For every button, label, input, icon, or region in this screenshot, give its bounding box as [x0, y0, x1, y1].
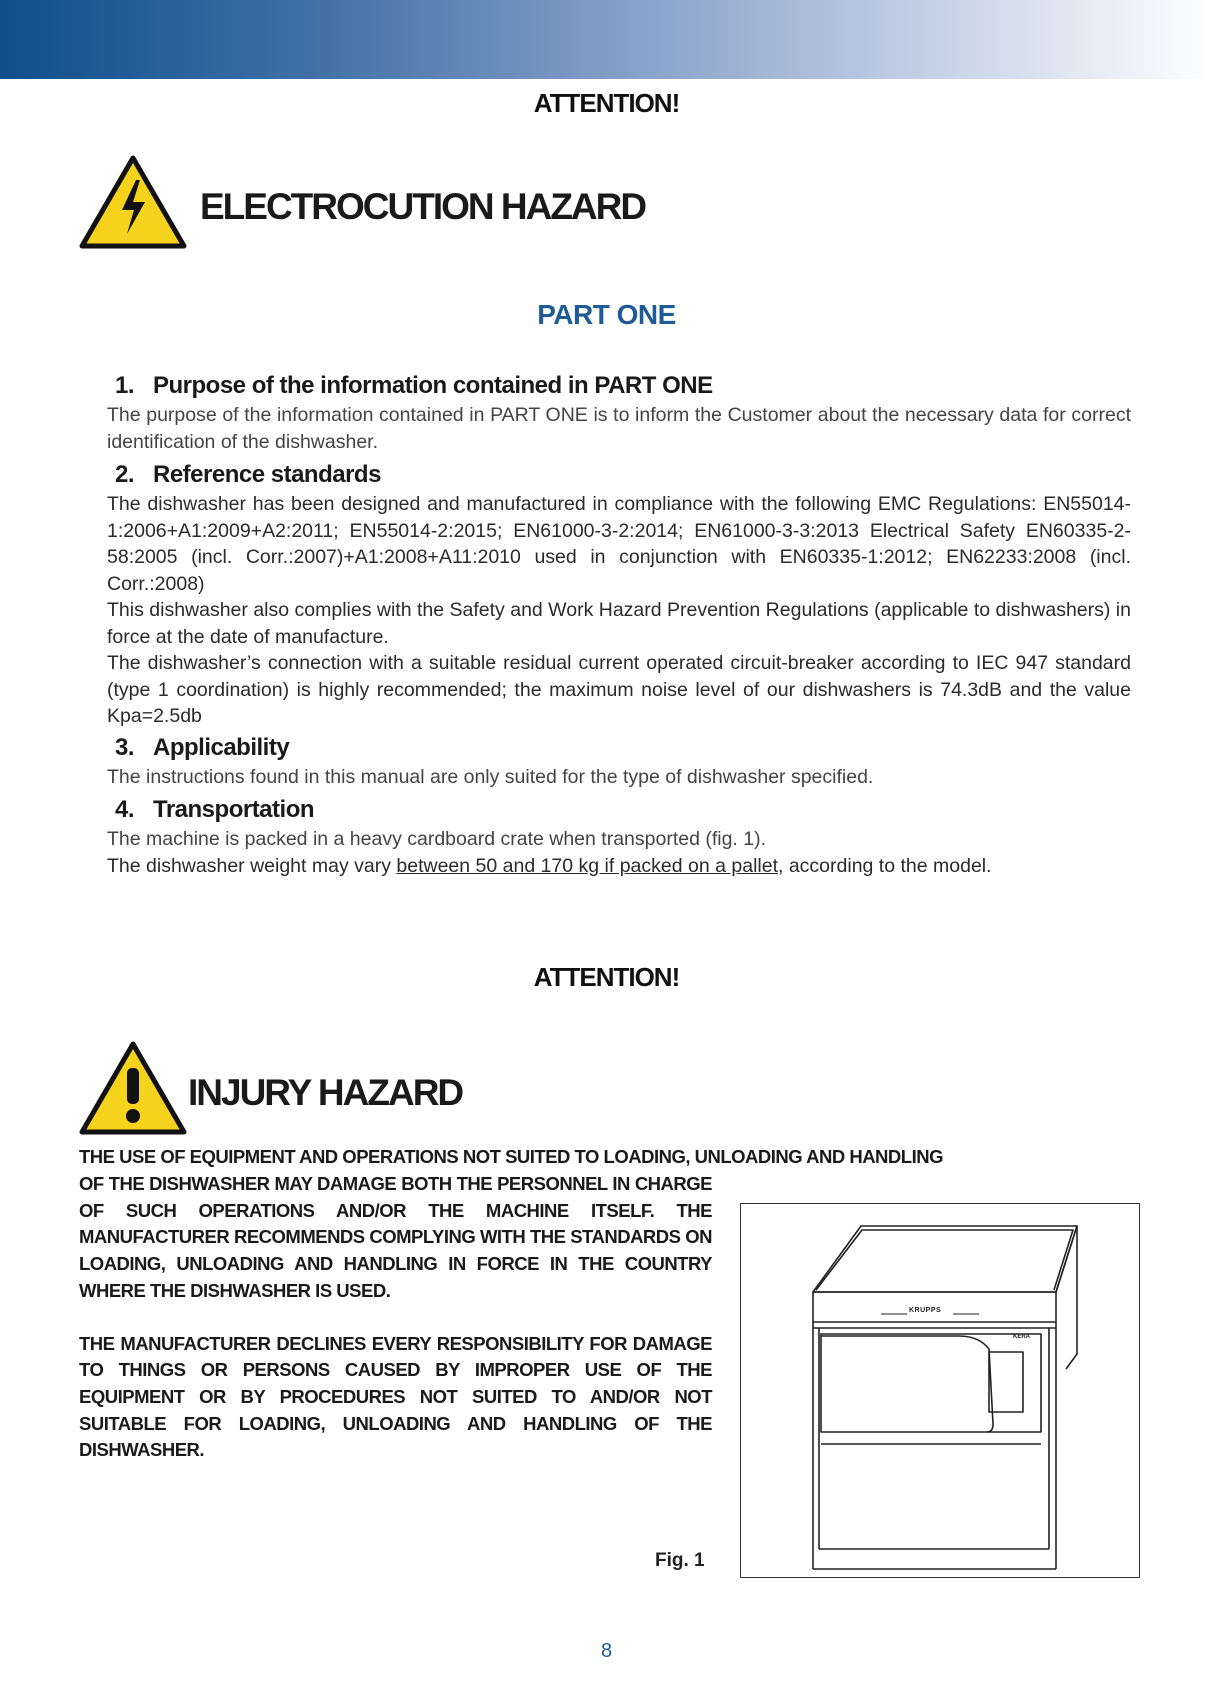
- injury-hazard-title: INJURY HAZARD: [188, 1072, 463, 1113]
- injury-paragraph-1: OF THE DISHWASHER MAY DAMAGE BOTH THE PERSONNEL IN CHARGE OF SUCH OPERATIONS AND/OR THE MACHINE ITSELF. THE MANUFACTURER RECOMMENDS COMPLYING WITH THE STANDARDS ON LOADING, UNLOADING AND HANDLING IN FORCE IN THE COUNTRY WHERE THE DISHWASHER IS USED.: [79, 1173, 712, 1301]
- figure-1-box: [740, 1203, 1140, 1578]
- sections-body: [107, 372, 1131, 879]
- brand-label: KRUPPS: [909, 1307, 942, 1314]
- section-heading: 1. Purpose of the information contained in PART ONE: [115, 372, 713, 399]
- section-heading: 2. Reference standards: [115, 461, 381, 488]
- section-paragraph: The instructions found in this manual are only suited for the type of dishwasher specified.: [107, 765, 874, 788]
- section-paragraph: The dishwasher has been designed and manufactured in compliance with the following EMC Regulations: EN55014-1:2006+A1:2009+A2:2011; EN55014-2:2015; EN61000-3-2:2014; EN61000-3-3:2013 Electrical Safety EN60335-2-58:2005 (incl. Corr.:2007)+A1:2008+A11:2010 used in conjunction with EN60335-1:2012; EN62233:2008 (incl. Corr.:2008): [107, 493, 1131, 595]
- weight-paragraph: The dishwasher weight may vary between 50 and 170 kg if packed on a pallet, according to the model.: [107, 854, 992, 877]
- attention-heading-1: ATTENTION!: [533, 88, 680, 118]
- figure-caption: Fig. 1: [655, 1550, 705, 1571]
- part-one-title: PART ONE: [537, 299, 676, 330]
- section-paragraph: The dishwasher’s connection with a suitable residual current operated circuit-breaker according to IEC 947 standard (type 1 coordination) is highly recommended; the maximum noise level of our dishwashers is 74.3dB and the value Kpa=2.5db: [107, 652, 1131, 727]
- electric-hazard-icon: [78, 154, 188, 250]
- section-heading: 4. Transportation: [115, 796, 315, 823]
- electrocution-hazard-title: ELECTROCUTION HAZARD: [200, 186, 646, 227]
- injury-first-line: THE USE OF EQUIPMENT AND OPERATIONS NOT SUITED TO LOADING, UNLOADING AND HANDLING: [79, 1146, 943, 1167]
- header-band: [0, 0, 1213, 79]
- injury-paragraph-2: THE MANUFACTURER DECLINES EVERY RESPONSIBILITY FOR DAMAGE TO THINGS OR PERSONS CAUSED BY IMPROPER USE OF THE EQUIPMENT OR BY PROCEDURES NOT SUITED TO AND/OR NOT SUITABLE FOR LOADING, UNLOADING AND HANDLING OF THE DISHWASHER.: [79, 1332, 712, 1461]
- attention-heading-2: ATTENTION!: [533, 962, 680, 992]
- exclamation-hazard-icon: [78, 1040, 188, 1136]
- weight-range-underlined: between 50 and 170 kg if packed on a pallet: [396, 854, 778, 877]
- section-paragraph: The machine is packed in a heavy cardboard crate when transported (fig. 1).: [107, 828, 767, 850]
- model-label: KERA: [1013, 1334, 1031, 1340]
- injury-warning-text: [79, 1171, 712, 1464]
- dishwasher-illustration: [741, 1204, 1139, 1577]
- page-number: 8: [600, 1640, 613, 1662]
- section-paragraph: The purpose of the information contained in PART ONE is to inform the Customer about the necessary data for correct identification of the dishwasher.: [107, 404, 1131, 453]
- section-paragraph: This dishwasher also complies with the Safety and Work Hazard Prevention Regulations (applicable to dishwashers) in force at the date of manufacture.: [107, 599, 1131, 648]
- section-heading: 3. Applicability: [115, 733, 290, 761]
